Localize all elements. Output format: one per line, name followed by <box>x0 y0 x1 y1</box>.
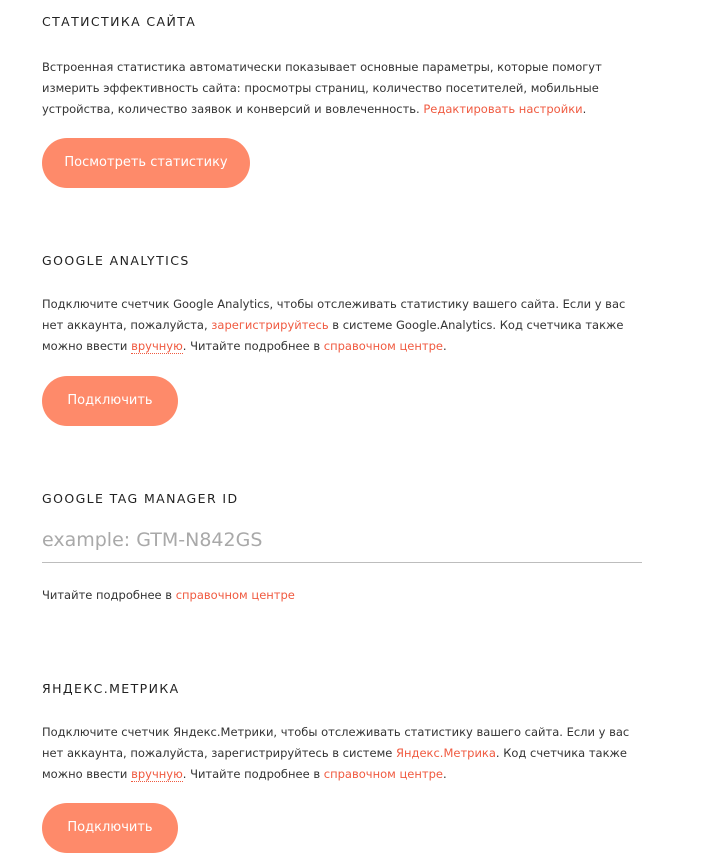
ym-metrika-link[interactable]: Яндекс.Метрика <box>395 746 496 760</box>
google-analytics-title: GOOGLE ANALYTICS <box>42 253 190 268</box>
gtm-section <box>42 491 642 507</box>
site-stats-title: СТАТИСТИКА САЙТА <box>42 14 197 29</box>
google-analytics-description <box>42 294 642 357</box>
yandex-metrika-description <box>42 722 642 785</box>
gtm-help <box>42 585 642 606</box>
ym-help-center-link[interactable]: справочном центре <box>323 767 443 781</box>
ym-desc-part2: . Код счетчика также можно ввести <box>42 746 627 781</box>
yandex-metrika-title: ЯНДЕКС.МЕТРИКА <box>42 681 180 696</box>
ga-desc-part1: Подключите счетчик Google Analytics, чтобы отслеживать статистику вашего сайта. Если у вас нет аккаунта, пожалуйста, <box>42 297 626 332</box>
gtm-id-input[interactable] <box>42 518 642 563</box>
ga-desc-part2: в системе Google.Analytics. Код счетчика также можно ввести <box>42 318 624 353</box>
ga-desc-part3: . Читайте подробнее в <box>182 339 324 353</box>
ga-manual-link[interactable]: вручную <box>131 339 183 353</box>
ym-desc-end: . <box>442 767 447 781</box>
ga-help-center-link[interactable]: справочном центре <box>323 339 443 353</box>
ym-desc-part1: Подключите счетчик Яндекс.Метрики, чтобы отслеживать статистику вашего сайта. Если у вас нет аккаунта, пожалуйста, зарегистрируйтесь в системе <box>42 725 630 760</box>
ym-desc-part3: . Читайте подробнее в <box>182 767 324 781</box>
google-analytics-section <box>42 253 642 357</box>
gtm-help-text <box>42 585 642 606</box>
view-statistics-button[interactable]: Посмотреть статистику <box>42 138 250 188</box>
gtm-help-center-link[interactable]: справочном центре <box>175 588 295 602</box>
connect-google-analytics-button[interactable]: Подключить <box>42 376 178 426</box>
site-stats-section <box>42 14 642 120</box>
gtm-title: GOOGLE TAG MANAGER ID <box>42 491 239 506</box>
ga-desc-end: . <box>442 339 447 353</box>
ga-register-link[interactable]: зарегистрируйтесь <box>211 318 329 332</box>
connect-yandex-metrika-button[interactable]: Подключить <box>42 803 178 853</box>
site-stats-desc-end: . <box>582 102 587 116</box>
edit-settings-link[interactable]: Редактировать настройки <box>423 102 583 116</box>
ym-manual-link[interactable]: вручную <box>131 767 183 781</box>
yandex-metrika-section <box>42 681 642 785</box>
site-stats-description <box>42 57 642 120</box>
gtm-help-prefix: Читайте подробнее в <box>42 588 176 602</box>
site-stats-desc-text: Встроенная статистика автоматически показывает основные параметры, которые помогут измерить эффективность сайта: просмотры страниц, количество посетителей, мобильные устройства, количество заявок и конверсий и вовлеченность. <box>42 60 602 116</box>
